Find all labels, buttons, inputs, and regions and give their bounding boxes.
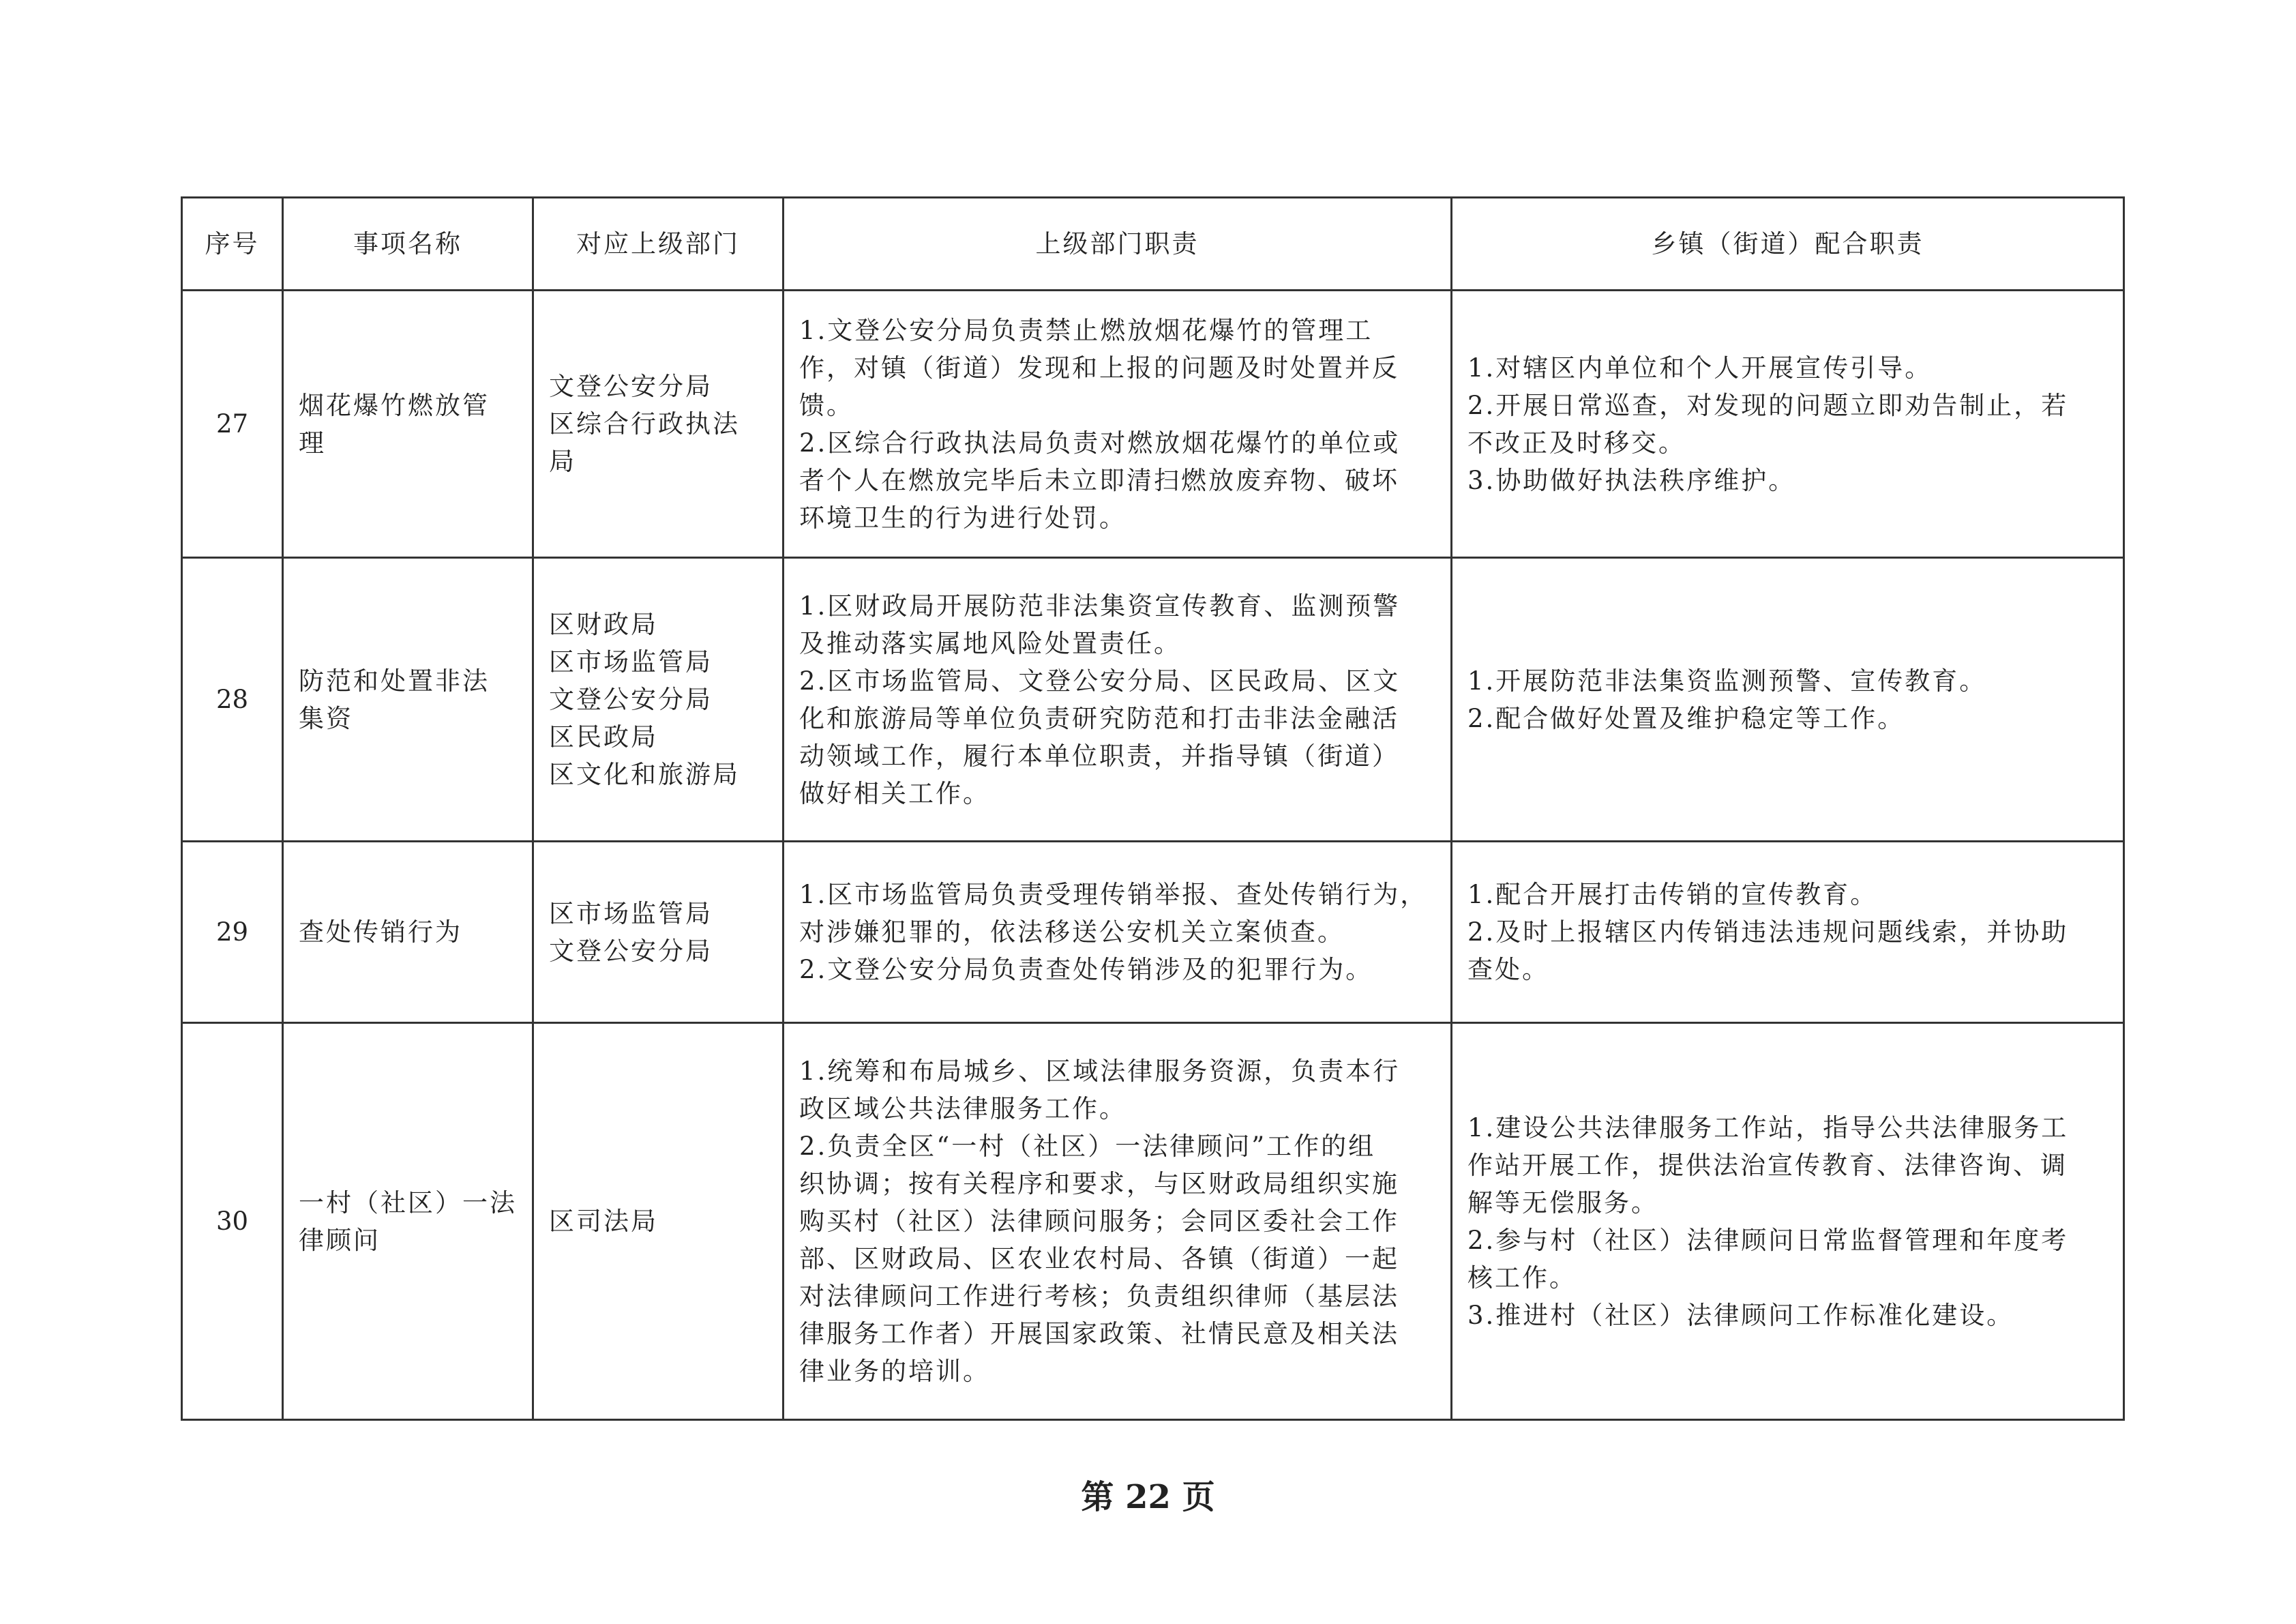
row-superior-duties-line: 律业务的培训。 bbox=[799, 1357, 990, 1386]
row-superior-duties-line: 做好相关工作。 bbox=[799, 778, 990, 808]
row-superior-department-line: 文登公安分局 bbox=[549, 685, 713, 714]
row-superior-duties-line: 对涉嫌犯罪的，依法移送公安机关立案侦查。 bbox=[799, 917, 1345, 947]
row-superior-department-line: 文登公安分局 bbox=[549, 936, 713, 966]
row-superior-department bbox=[533, 842, 784, 1023]
row-superior-duties-line: 化和旅游局等单位负责研究防范和打击非法金融活 bbox=[799, 703, 1399, 733]
row-township-cooperation-duties-line: 1.配合开展打击传销的宣传教育。 bbox=[1467, 880, 1878, 909]
header-township-cooperation-duties: 乡镇（街道）配合职责 bbox=[1452, 198, 2124, 291]
row-superior-duties-line: 者个人在燃放完毕后未立即清扫燃放废弃物、破坏 bbox=[799, 465, 1399, 495]
row-township-cooperation-duties-line: 2.配合做好处置及维护稳定等工作。 bbox=[1467, 703, 1905, 733]
row-superior-department bbox=[533, 1023, 784, 1420]
row-superior-duties-line: 律服务工作者）开展国家政策、社情民意及相关法 bbox=[799, 1319, 1399, 1348]
row-item-name-line: 集资 bbox=[299, 703, 353, 733]
row-superior-duties-line: 2.负责全区“一村（社区）一法律顾问”工作的组 bbox=[799, 1132, 1376, 1161]
header-row bbox=[182, 198, 2124, 291]
table-row bbox=[182, 558, 2124, 842]
row-superior-duties-line: 及推动落实属地风险处置责任。 bbox=[799, 628, 1181, 658]
row-township-cooperation-duties-line: 解等无偿服务。 bbox=[1467, 1187, 1658, 1217]
row-superior-duties-line: 动领域工作，履行本单位职责，并指导镇（街道） bbox=[799, 741, 1399, 771]
row-superior-department-line: 区司法局 bbox=[549, 1207, 658, 1236]
row-superior-duties bbox=[784, 291, 1452, 558]
row-township-cooperation-duties-line: 查处。 bbox=[1467, 955, 1549, 984]
row-item-name-line: 律顾问 bbox=[299, 1225, 381, 1255]
row-superior-duties-line: 2.文登公安分局负责查处传销涉及的犯罪行为。 bbox=[799, 955, 1373, 984]
header-superior-duties: 上级部门职责 bbox=[784, 198, 1452, 291]
row-township-cooperation-duties-line: 核工作。 bbox=[1467, 1263, 1577, 1293]
row-township-cooperation-duties-line: 不改正及时移交。 bbox=[1467, 428, 1686, 458]
row-item-name bbox=[283, 1023, 533, 1420]
row-superior-duties-line: 对法律顾问工作进行考核；负责组织律师（基层法 bbox=[799, 1282, 1399, 1311]
row-superior-duties-line: 1.文登公安分局负责禁止燃放烟花爆竹的管理工 bbox=[799, 315, 1373, 345]
table-row bbox=[182, 291, 2124, 558]
row-item-name bbox=[283, 842, 533, 1023]
table-body bbox=[182, 291, 2124, 1420]
row-item-name-line: 理 bbox=[299, 428, 326, 458]
row-township-cooperation-duties bbox=[1452, 558, 2124, 842]
table-row bbox=[182, 1023, 2124, 1420]
row-superior-duties-line: 1.区财政局开展防范非法集资宣传教育、监测预警 bbox=[799, 591, 1401, 621]
row-superior-duties-line: 馈。 bbox=[799, 390, 854, 420]
row-township-cooperation-duties bbox=[1452, 842, 2124, 1023]
row-township-cooperation-duties-line: 2.参与村（社区）法律顾问日常监督管理和年度考 bbox=[1467, 1225, 2069, 1255]
row-superior-duties-line: 部、区财政局、区农业农村局、各镇（街道）一起 bbox=[799, 1244, 1399, 1273]
row-superior-department-line: 文登公安分局 bbox=[549, 372, 713, 401]
row-serial-number: 28 bbox=[182, 558, 283, 842]
row-serial-number: 30 bbox=[182, 1023, 283, 1420]
row-township-cooperation-duties-line: 1.建设公共法律服务工作站，指导公共法律服务工 bbox=[1467, 1112, 2069, 1142]
row-superior-duties-line: 2.区综合行政执法局负责对燃放烟花爆竹的单位或 bbox=[799, 428, 1401, 458]
row-serial-number: 29 bbox=[182, 842, 283, 1023]
row-superior-department-line: 区财政局 bbox=[549, 610, 658, 639]
header-item-name: 事项名称 bbox=[283, 198, 533, 291]
row-superior-department bbox=[533, 558, 784, 842]
row-superior-department-line: 区市场监管局 bbox=[549, 898, 713, 928]
row-item-name-line: 烟花爆竹燃放管 bbox=[299, 390, 490, 420]
table-header bbox=[182, 198, 2124, 291]
header-serial-number: 序号 bbox=[182, 198, 283, 291]
table-row bbox=[182, 842, 2124, 1023]
row-township-cooperation-duties-line: 2.及时上报辖区内传销违法违规问题线索，并协助 bbox=[1467, 917, 2069, 947]
row-superior-department bbox=[533, 291, 784, 558]
row-superior-duties-line: 作，对镇（街道）发现和上报的问题及时处置并反 bbox=[799, 353, 1399, 383]
row-superior-department-line: 区文化和旅游局 bbox=[549, 760, 740, 789]
header-superior-department: 对应上级部门 bbox=[533, 198, 784, 291]
row-township-cooperation-duties-line: 1.开展防范非法集资监测预警、宣传教育。 bbox=[1467, 666, 1987, 696]
row-township-cooperation-duties bbox=[1452, 1023, 2124, 1420]
row-superior-duties-line: 购买村（社区）法律顾问服务；会同区委社会工作 bbox=[799, 1207, 1399, 1236]
row-superior-department-line: 区民政局 bbox=[549, 722, 658, 752]
row-serial-number: 27 bbox=[182, 291, 283, 558]
page-number: 第 22 页 bbox=[1081, 1478, 1215, 1516]
row-superior-duties-line: 2.区市场监管局、文登公安分局、区民政局、区文 bbox=[799, 666, 1401, 696]
row-item-name bbox=[283, 558, 533, 842]
row-item-name-line: 一村（社区）一法 bbox=[299, 1187, 517, 1217]
row-superior-duties-line: 政区域公共法律服务工作。 bbox=[799, 1094, 1127, 1123]
row-superior-duties bbox=[784, 558, 1452, 842]
row-superior-duties-line: 1.区市场监管局负责受理传销举报、查处传销行为， bbox=[799, 880, 1428, 909]
row-township-cooperation-duties-line: 1.对辖区内单位和个人开展宣传引导。 bbox=[1467, 353, 1933, 383]
row-item-name-line: 防范和处置非法 bbox=[299, 666, 490, 696]
row-superior-duties-line: 1.统筹和布局城乡、区域法律服务资源，负责本行 bbox=[799, 1057, 1401, 1086]
row-superior-duties bbox=[784, 842, 1452, 1023]
row-superior-department-line: 局 bbox=[549, 447, 576, 476]
row-township-cooperation-duties bbox=[1452, 291, 2124, 558]
row-superior-duties bbox=[784, 1023, 1452, 1420]
row-township-cooperation-duties-line: 作站开展工作，提供法治宣传教育、法律咨询、调 bbox=[1467, 1150, 2068, 1180]
row-item-name bbox=[283, 291, 533, 558]
row-superior-duties-line: 环境卫生的行为进行处罚。 bbox=[799, 503, 1127, 533]
row-superior-department-line: 区综合行政执法 bbox=[549, 409, 740, 439]
row-superior-duties-line: 织协调；按有关程序和要求，与区财政局组织实施 bbox=[799, 1169, 1399, 1198]
row-township-cooperation-duties-line: 3.协助做好执法秩序维护。 bbox=[1467, 465, 1796, 495]
row-township-cooperation-duties-line: 2.开展日常巡查，对发现的问题立即劝告制止，若 bbox=[1467, 390, 2069, 420]
row-item-name-line: 查处传销行为 bbox=[299, 917, 462, 947]
responsibility-table bbox=[181, 196, 2125, 1421]
row-superior-department-line: 区市场监管局 bbox=[549, 647, 713, 677]
row-township-cooperation-duties-line: 3.推进村（社区）法律顾问工作标准化建设。 bbox=[1467, 1300, 2014, 1330]
